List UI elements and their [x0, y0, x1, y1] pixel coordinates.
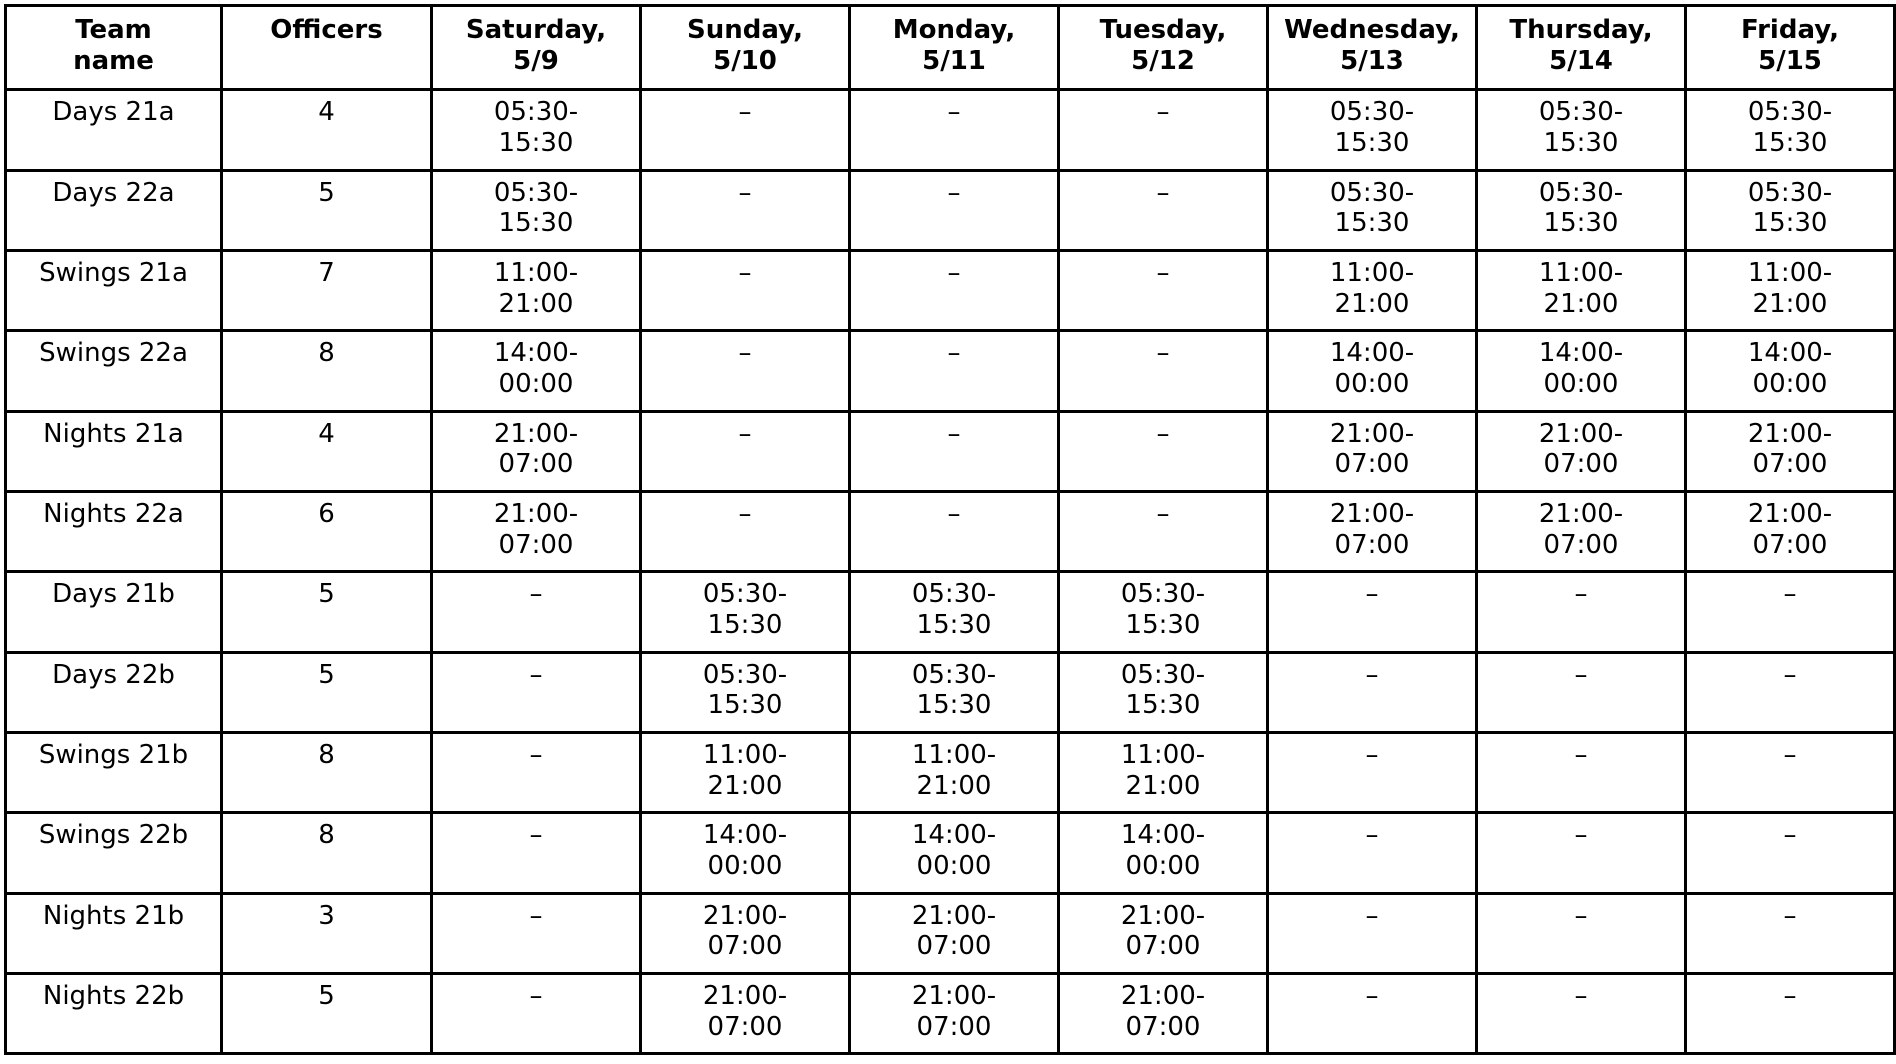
shift-end: 07:00	[1334, 529, 1410, 560]
shift-start: 05:30-	[1538, 177, 1624, 208]
shift-end: 00:00	[707, 851, 783, 882]
cell-shift-time	[1268, 90, 1477, 170]
table-row	[6, 492, 1895, 572]
header-line: Thursday,	[1509, 15, 1653, 45]
cell-shift-time	[850, 652, 1059, 732]
cell-shift-time	[641, 652, 850, 732]
cell-shift-empty	[1477, 893, 1686, 973]
cell-officers-count: 7	[222, 251, 432, 331]
no-shift-dash: –	[1574, 579, 1588, 610]
shift-start: 05:30-	[1747, 177, 1833, 208]
cell-team-name: Swings 22b	[6, 813, 222, 893]
cell-shift-time	[1686, 411, 1895, 491]
shift-start: 21:00-	[1329, 418, 1415, 449]
no-shift-dash: –	[738, 418, 752, 449]
cell-officers-count: 5	[222, 652, 432, 732]
shift-start: 05:30-	[1538, 97, 1624, 128]
no-shift-dash: –	[738, 338, 752, 369]
column-header-saturday	[432, 6, 641, 90]
cell-shift-time	[1686, 492, 1895, 572]
no-shift-dash: –	[947, 97, 961, 128]
shift-start: 05:30-	[1120, 659, 1206, 690]
cell-shift-empty	[641, 90, 850, 170]
shift-schedule-table	[4, 4, 1896, 1055]
cell-shift-time	[1059, 813, 1268, 893]
shift-end: 21:00	[916, 770, 992, 801]
no-shift-dash: –	[947, 418, 961, 449]
shift-end: 07:00	[916, 1011, 992, 1042]
cell-shift-empty	[1059, 90, 1268, 170]
column-header-team-name	[6, 6, 222, 90]
shift-end: 07:00	[1334, 449, 1410, 480]
header-line: Wednesday,	[1284, 15, 1460, 45]
cell-shift-empty	[1477, 572, 1686, 652]
cell-shift-empty	[1268, 733, 1477, 813]
cell-shift-time	[1059, 572, 1268, 652]
cell-shift-time	[1059, 733, 1268, 813]
cell-shift-empty	[850, 170, 1059, 250]
cell-shift-time	[850, 572, 1059, 652]
column-header-thursday	[1477, 6, 1686, 90]
cell-shift-time	[850, 813, 1059, 893]
shift-start: 11:00-	[493, 258, 579, 289]
shift-end: 15:30	[916, 690, 992, 721]
header-line: Sunday,	[687, 15, 803, 45]
table-header-row	[6, 6, 1895, 90]
cell-officers-count: 5	[222, 170, 432, 250]
cell-shift-time	[1059, 893, 1268, 973]
cell-shift-empty	[1268, 974, 1477, 1054]
column-header-monday	[850, 6, 1059, 90]
cell-shift-empty	[1059, 331, 1268, 411]
cell-team-name: Nights 21a	[6, 411, 222, 491]
cell-shift-time	[1477, 90, 1686, 170]
header-line: 5/15	[1758, 45, 1822, 76]
no-shift-dash: –	[1783, 981, 1797, 1012]
cell-shift-empty	[1477, 733, 1686, 813]
cell-shift-empty	[1268, 893, 1477, 973]
cell-shift-time	[1059, 974, 1268, 1054]
shift-end: 07:00	[707, 1011, 783, 1042]
cell-shift-empty	[850, 492, 1059, 572]
shift-start: 14:00-	[493, 338, 579, 369]
shift-start: 05:30-	[1329, 177, 1415, 208]
shift-start: 21:00-	[1538, 499, 1624, 530]
shift-start: 21:00-	[702, 981, 788, 1012]
shift-end: 15:30	[707, 690, 783, 721]
table-row	[6, 90, 1895, 170]
shift-end: 21:00	[1125, 770, 1201, 801]
cell-officers-count: 6	[222, 492, 432, 572]
header-line: 5/11	[922, 45, 986, 76]
cell-team-name: Swings 22a	[6, 331, 222, 411]
header-line: Officers	[270, 15, 383, 45]
shift-end: 15:30	[498, 208, 574, 239]
no-shift-dash: –	[1156, 338, 1170, 369]
shift-start: 05:30-	[1120, 579, 1206, 610]
column-header-officers	[222, 6, 432, 90]
cell-shift-time	[850, 733, 1059, 813]
no-shift-dash: –	[1365, 820, 1379, 851]
shift-end: 00:00	[1543, 369, 1619, 400]
no-shift-dash: –	[1783, 900, 1797, 931]
shift-end: 00:00	[916, 851, 992, 882]
table-row	[6, 893, 1895, 973]
no-shift-dash: –	[1783, 579, 1797, 610]
cell-shift-time	[1477, 170, 1686, 250]
no-shift-dash: –	[1156, 177, 1170, 208]
table-body	[6, 90, 1895, 1054]
shift-end: 15:30	[916, 610, 992, 641]
cell-shift-time	[1059, 652, 1268, 732]
cell-shift-empty	[1477, 813, 1686, 893]
cell-shift-time	[1268, 251, 1477, 331]
cell-shift-empty	[1268, 652, 1477, 732]
cell-shift-empty	[1686, 813, 1895, 893]
cell-team-name: Nights 22a	[6, 492, 222, 572]
cell-shift-empty	[850, 331, 1059, 411]
cell-shift-time	[432, 411, 641, 491]
shift-start: 11:00-	[702, 740, 788, 771]
table-row	[6, 170, 1895, 250]
shift-end: 07:00	[1752, 449, 1828, 480]
cell-shift-time	[1268, 492, 1477, 572]
cell-team-name: Swings 21a	[6, 251, 222, 331]
cell-shift-time	[1477, 411, 1686, 491]
no-shift-dash: –	[1574, 981, 1588, 1012]
shift-end: 15:30	[1752, 128, 1828, 159]
shift-start: 14:00-	[1747, 338, 1833, 369]
cell-officers-count: 4	[222, 90, 432, 170]
table-row	[6, 572, 1895, 652]
shift-start: 21:00-	[1747, 499, 1833, 530]
shift-start: 14:00-	[911, 820, 997, 851]
shift-start: 21:00-	[493, 499, 579, 530]
cell-shift-time	[641, 974, 850, 1054]
no-shift-dash: –	[1365, 740, 1379, 771]
shift-end: 00:00	[498, 369, 574, 400]
shift-start: 11:00-	[1329, 258, 1415, 289]
cell-shift-time	[432, 492, 641, 572]
shift-end: 21:00	[707, 770, 783, 801]
no-shift-dash: –	[947, 338, 961, 369]
no-shift-dash: –	[529, 659, 543, 690]
header-line: Monday,	[892, 15, 1016, 45]
column-header-sunday	[641, 6, 850, 90]
cell-team-name: Nights 22b	[6, 974, 222, 1054]
shift-start: 21:00-	[702, 900, 788, 931]
no-shift-dash: –	[738, 499, 752, 530]
no-shift-dash: –	[1365, 900, 1379, 931]
shift-start: 11:00-	[1120, 740, 1206, 771]
cell-shift-time	[641, 733, 850, 813]
cell-shift-time	[850, 974, 1059, 1054]
shift-end: 07:00	[1125, 1011, 1201, 1042]
cell-shift-time	[432, 331, 641, 411]
no-shift-dash: –	[1783, 740, 1797, 771]
no-shift-dash: –	[1574, 900, 1588, 931]
cell-shift-time	[850, 893, 1059, 973]
header-line: Team	[75, 15, 152, 45]
shift-end: 00:00	[1334, 369, 1410, 400]
cell-officers-count: 4	[222, 411, 432, 491]
shift-start: 11:00-	[1538, 258, 1624, 289]
no-shift-dash: –	[947, 177, 961, 208]
table-row	[6, 733, 1895, 813]
cell-shift-empty	[641, 411, 850, 491]
no-shift-dash: –	[1574, 740, 1588, 771]
no-shift-dash: –	[1574, 820, 1588, 851]
shift-start: 05:30-	[493, 97, 579, 128]
cell-shift-empty	[1059, 411, 1268, 491]
cell-team-name: Days 22a	[6, 170, 222, 250]
cell-officers-count: 5	[222, 974, 432, 1054]
cell-shift-empty	[432, 652, 641, 732]
shift-start: 05:30-	[1747, 97, 1833, 128]
header-line: 5/14	[1549, 45, 1613, 76]
no-shift-dash: –	[529, 900, 543, 931]
shift-end: 15:30	[1543, 128, 1619, 159]
shift-end: 15:30	[1334, 128, 1410, 159]
shift-end: 07:00	[1125, 931, 1201, 962]
cell-shift-time	[641, 893, 850, 973]
cell-team-name: Days 21a	[6, 90, 222, 170]
no-shift-dash: –	[947, 499, 961, 530]
shift-start: 21:00-	[911, 900, 997, 931]
no-shift-dash: –	[738, 258, 752, 289]
cell-shift-time	[641, 813, 850, 893]
cell-shift-empty	[1686, 733, 1895, 813]
no-shift-dash: –	[1574, 659, 1588, 690]
shift-end: 07:00	[498, 449, 574, 480]
shift-end: 00:00	[1752, 369, 1828, 400]
shift-start: 14:00-	[702, 820, 788, 851]
cell-shift-empty	[641, 331, 850, 411]
header-line: 5/13	[1340, 45, 1404, 76]
shift-end: 21:00	[1752, 288, 1828, 319]
shift-start: 21:00-	[1747, 418, 1833, 449]
no-shift-dash: –	[1365, 579, 1379, 610]
shift-end: 15:30	[707, 610, 783, 641]
cell-shift-empty	[432, 733, 641, 813]
cell-team-name: Nights 21b	[6, 893, 222, 973]
shift-end: 15:30	[1334, 208, 1410, 239]
cell-shift-empty	[1059, 492, 1268, 572]
shift-start: 21:00-	[1538, 418, 1624, 449]
shift-end: 21:00	[498, 288, 574, 319]
header-line: name	[73, 45, 154, 76]
shift-start: 21:00-	[493, 418, 579, 449]
cell-shift-empty	[850, 90, 1059, 170]
shift-start: 21:00-	[1329, 499, 1415, 530]
cell-shift-empty	[641, 492, 850, 572]
cell-shift-empty	[1059, 251, 1268, 331]
table-row	[6, 652, 1895, 732]
no-shift-dash: –	[1365, 981, 1379, 1012]
no-shift-dash: –	[1156, 97, 1170, 128]
shift-start: 11:00-	[1747, 258, 1833, 289]
cell-shift-time	[432, 90, 641, 170]
no-shift-dash: –	[1156, 499, 1170, 530]
cell-shift-empty	[432, 974, 641, 1054]
cell-shift-empty	[1268, 813, 1477, 893]
no-shift-dash: –	[1156, 258, 1170, 289]
shift-start: 14:00-	[1120, 820, 1206, 851]
column-header-friday	[1686, 6, 1895, 90]
shift-start: 05:30-	[911, 659, 997, 690]
cell-shift-empty	[641, 170, 850, 250]
header-line: 5/12	[1131, 45, 1195, 76]
shift-end: 15:30	[1543, 208, 1619, 239]
table-row	[6, 813, 1895, 893]
cell-shift-time	[1477, 251, 1686, 331]
shift-end: 15:30	[1125, 690, 1201, 721]
cell-shift-empty	[850, 411, 1059, 491]
cell-shift-empty	[432, 572, 641, 652]
shift-start: 11:00-	[911, 740, 997, 771]
shift-start: 21:00-	[1120, 900, 1206, 931]
column-header-wednesday	[1268, 6, 1477, 90]
cell-shift-empty	[1686, 652, 1895, 732]
cell-shift-empty	[1059, 170, 1268, 250]
shift-end: 07:00	[916, 931, 992, 962]
cell-team-name: Swings 21b	[6, 733, 222, 813]
no-shift-dash: –	[1156, 418, 1170, 449]
no-shift-dash: –	[529, 981, 543, 1012]
shift-start: 21:00-	[911, 981, 997, 1012]
shift-end: 15:30	[498, 128, 574, 159]
shift-start: 21:00-	[1120, 981, 1206, 1012]
header-line: 5/9	[513, 45, 559, 76]
cell-shift-empty	[850, 251, 1059, 331]
table-row	[6, 251, 1895, 331]
no-shift-dash: –	[947, 258, 961, 289]
no-shift-dash: –	[738, 177, 752, 208]
cell-officers-count: 8	[222, 813, 432, 893]
shift-start: 14:00-	[1538, 338, 1624, 369]
cell-officers-count: 8	[222, 733, 432, 813]
cell-shift-time	[641, 572, 850, 652]
cell-shift-empty	[1686, 572, 1895, 652]
shift-end: 07:00	[1543, 529, 1619, 560]
cell-shift-time	[1268, 411, 1477, 491]
shift-end: 07:00	[1752, 529, 1828, 560]
shift-end: 00:00	[1125, 851, 1201, 882]
no-shift-dash: –	[529, 820, 543, 851]
column-header-tuesday	[1059, 6, 1268, 90]
cell-shift-empty	[1477, 974, 1686, 1054]
cell-shift-time	[1686, 331, 1895, 411]
shift-start: 05:30-	[493, 177, 579, 208]
no-shift-dash: –	[1783, 659, 1797, 690]
cell-shift-empty	[432, 813, 641, 893]
no-shift-dash: –	[529, 579, 543, 610]
table-row	[6, 331, 1895, 411]
no-shift-dash: –	[529, 740, 543, 771]
header-line: 5/10	[713, 45, 777, 76]
shift-end: 07:00	[707, 931, 783, 962]
table-row	[6, 411, 1895, 491]
shift-end: 15:30	[1125, 610, 1201, 641]
cell-team-name: Days 22b	[6, 652, 222, 732]
cell-shift-time	[1686, 170, 1895, 250]
no-shift-dash: –	[738, 97, 752, 128]
header-line: Saturday,	[465, 15, 607, 45]
table-row	[6, 974, 1895, 1054]
cell-shift-empty	[641, 251, 850, 331]
header-line: Tuesday,	[1099, 15, 1227, 45]
shift-end: 15:30	[1752, 208, 1828, 239]
shift-start: 05:30-	[911, 579, 997, 610]
shift-end: 21:00	[1334, 288, 1410, 319]
cell-shift-time	[1477, 492, 1686, 572]
cell-shift-time	[1268, 331, 1477, 411]
cell-shift-time	[432, 251, 641, 331]
shift-end: 21:00	[1543, 288, 1619, 319]
cell-officers-count: 3	[222, 893, 432, 973]
cell-shift-time	[1686, 90, 1895, 170]
shift-start: 05:30-	[702, 579, 788, 610]
cell-shift-empty	[1686, 974, 1895, 1054]
cell-shift-time	[1686, 251, 1895, 331]
no-shift-dash: –	[1365, 659, 1379, 690]
cell-shift-empty	[1477, 652, 1686, 732]
cell-shift-empty	[1686, 893, 1895, 973]
cell-officers-count: 5	[222, 572, 432, 652]
cell-officers-count: 8	[222, 331, 432, 411]
header-line: Friday,	[1741, 15, 1839, 45]
cell-shift-empty	[1268, 572, 1477, 652]
shift-start: 05:30-	[702, 659, 788, 690]
cell-team-name: Days 21b	[6, 572, 222, 652]
cell-shift-empty	[432, 893, 641, 973]
cell-shift-time	[1477, 331, 1686, 411]
cell-shift-time	[432, 170, 641, 250]
shift-start: 14:00-	[1329, 338, 1415, 369]
no-shift-dash: –	[1783, 820, 1797, 851]
cell-shift-time	[1268, 170, 1477, 250]
shift-end: 07:00	[498, 529, 574, 560]
shift-start: 05:30-	[1329, 97, 1415, 128]
shift-end: 07:00	[1543, 449, 1619, 480]
